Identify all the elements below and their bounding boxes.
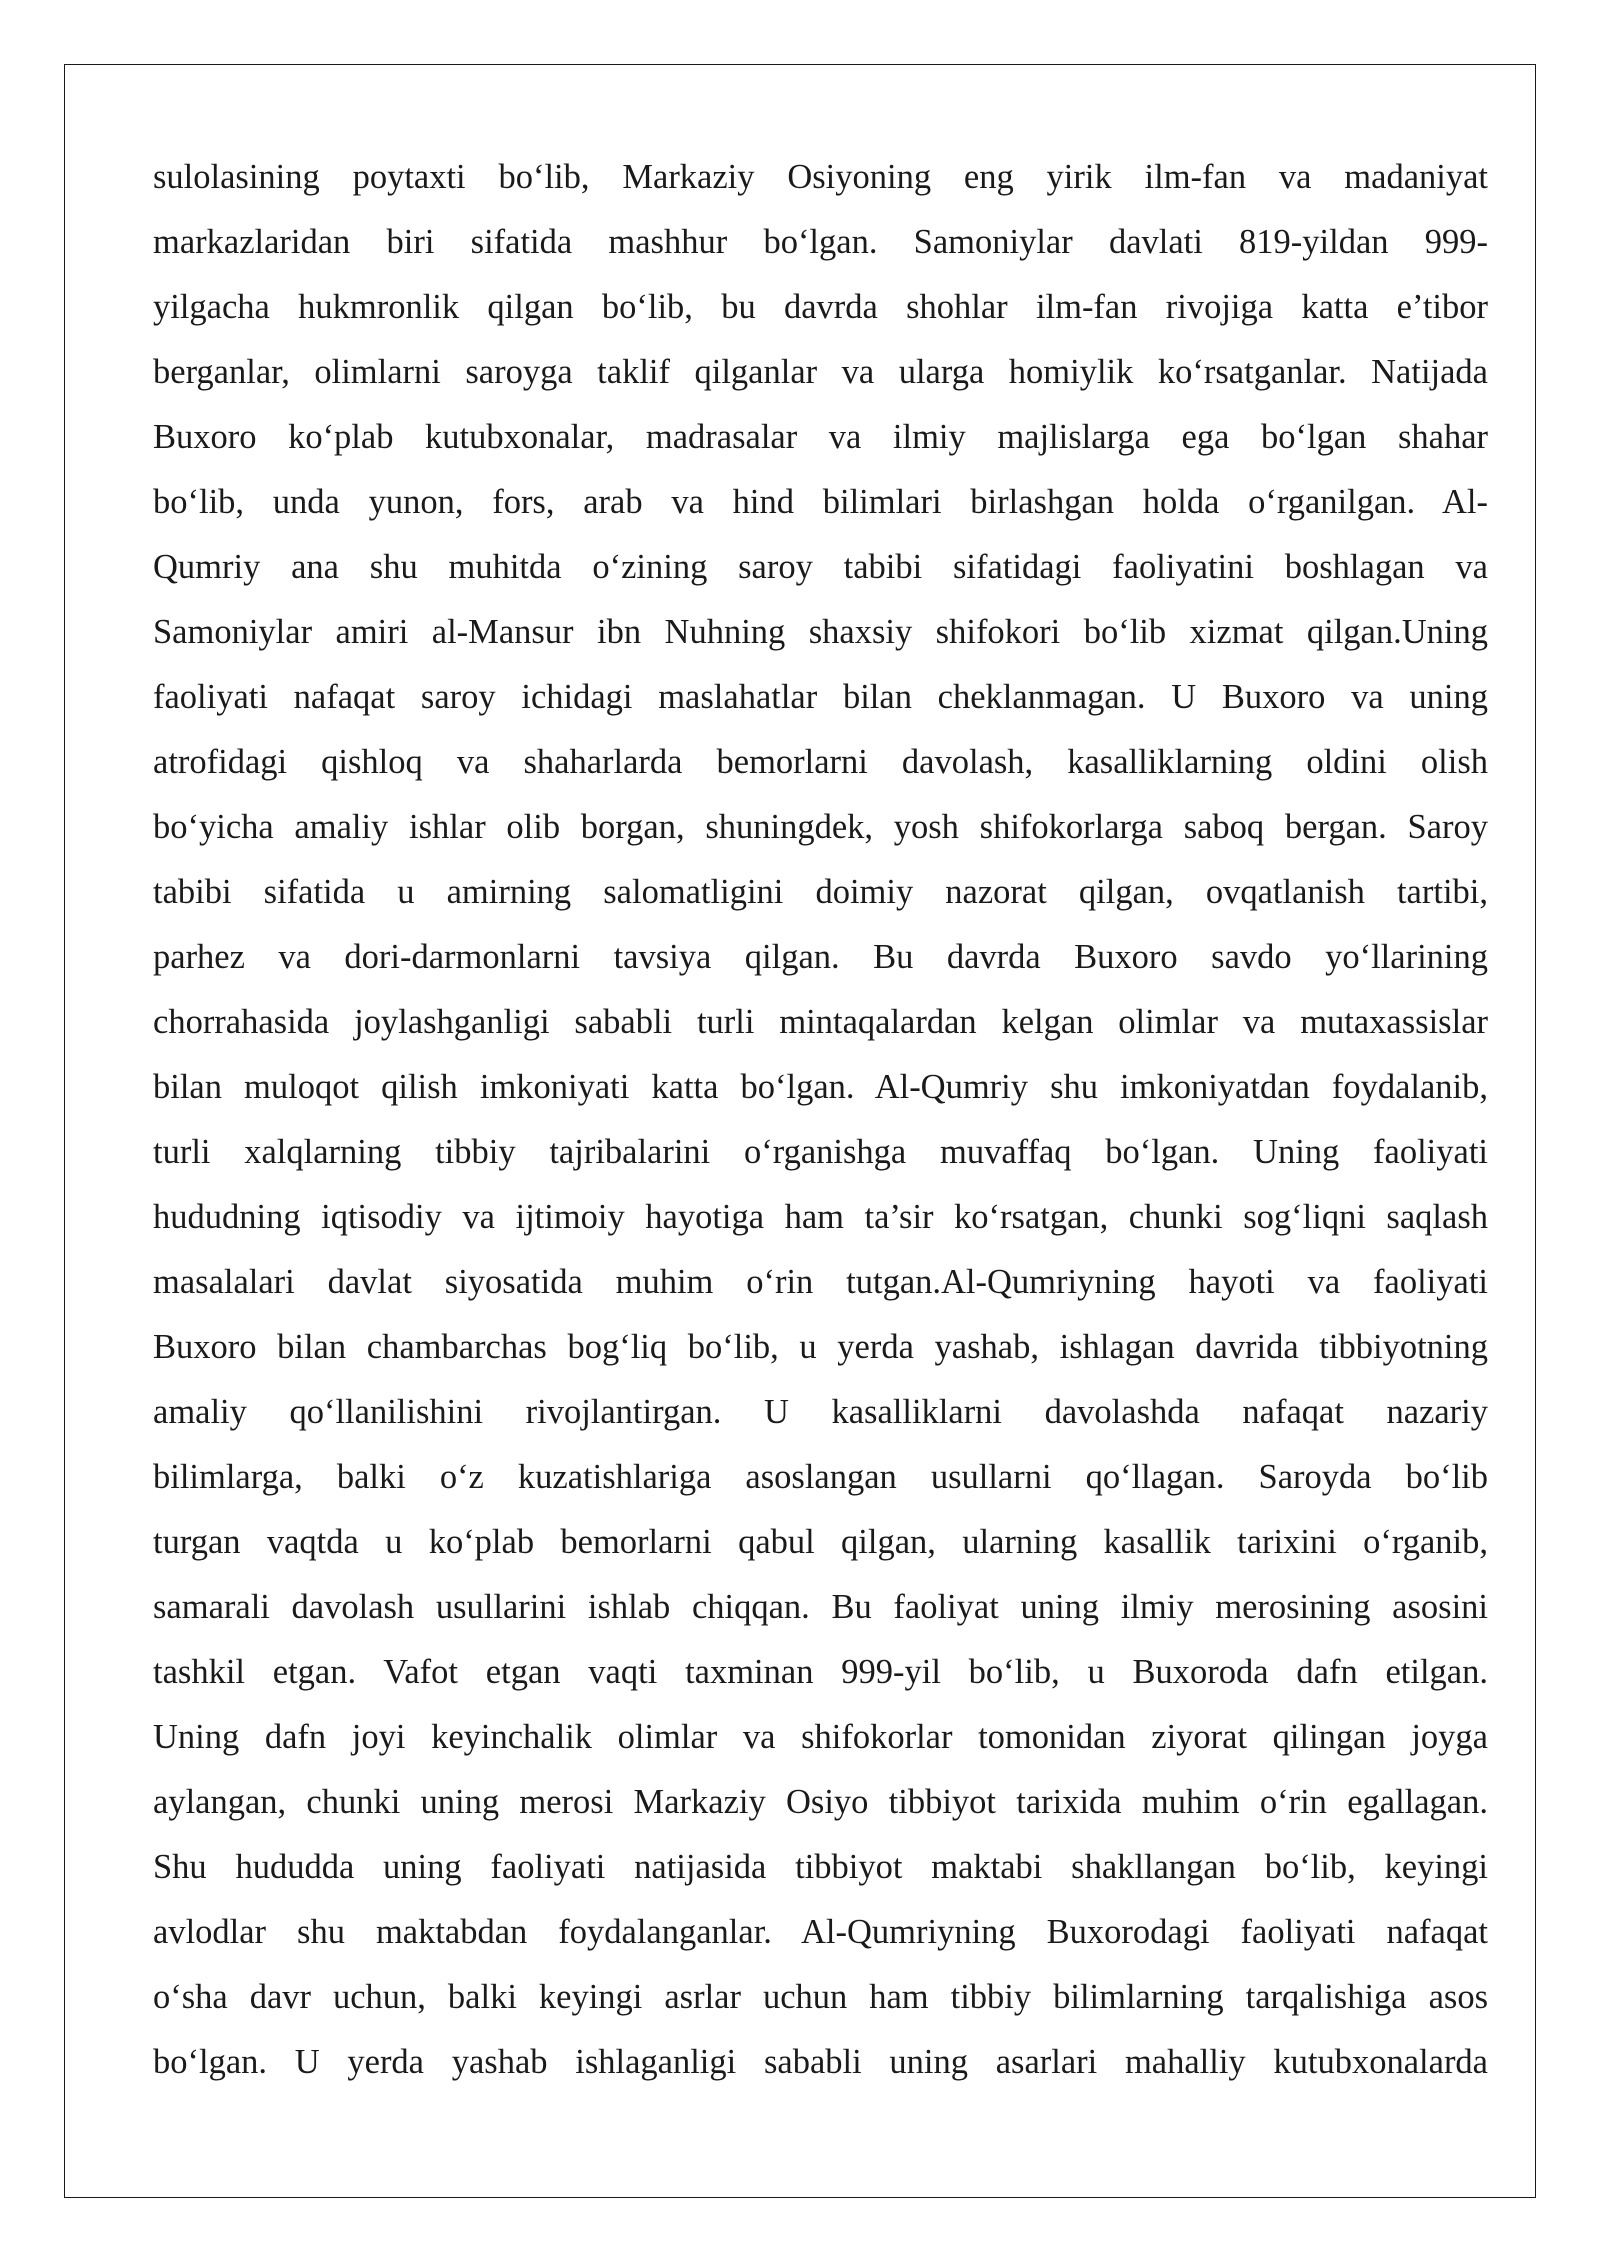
text-line: sulolasining poytaxti bo‘lib, Markaziy Osiyoning eng yirik ilm-fan va madaniyat <box>153 158 1488 196</box>
text-line: hududning iqtisodiy va ijtimoiy hayotiga ham ta’sir ko‘rsatgan, chunki sog‘liqni saqlash <box>153 1198 1488 1236</box>
text-line: avlodlar shu maktabdan foydalanganlar. Al-Qumriyning Buxorodagi faoliyati nafaqat <box>153 1913 1488 1951</box>
text-line: yilgacha hukmronlik qilgan bo‘lib, bu davrda shohlar ilm-fan rivojiga katta e’tibor <box>153 288 1488 326</box>
text-line: bo‘yicha amaliy ishlar olib borgan, shuningdek, yosh shifokorlarga saboq bergan. Saroy <box>153 808 1488 846</box>
text-line: Buxoro bilan chambarchas bog‘liq bo‘lib, u yerda yashab, ishlagan davrida tibbiyotning <box>153 1328 1488 1366</box>
text-line: Uning dafn joyi keyinchalik olimlar va shifokorlar tomonidan ziyorat qilingan joyga <box>153 1718 1488 1756</box>
text-line: masalalari davlat siyosatida muhim o‘rin tutgan.Al-Qumriyning hayoti va faoliyati <box>153 1263 1488 1301</box>
text-line: bo‘lib, unda yunon, fors, arab va hind bilimlari birlashgan holda o‘rganilgan. Al- <box>153 483 1488 521</box>
text-line: Shu hududda uning faoliyati natijasida tibbiyot maktabi shakllangan bo‘lib, keyingi <box>153 1848 1488 1886</box>
text-line: bilan muloqot qilish imkoniyati katta bo‘lgan. Al-Qumriy shu imkoniyatdan foydalanib, <box>153 1068 1488 1106</box>
text-line: atrofidagi qishloq va shaharlarda bemorlarni davolash, kasalliklarning oldini olish <box>153 743 1488 781</box>
text-line: Samoniylar amiri al-Mansur ibn Nuhning shaxsiy shifokori bo‘lib xizmat qilgan.Uning <box>153 613 1488 651</box>
text-line: Qumriy ana shu muhitda o‘zining saroy tabibi sifatidagi faoliyatini boshlagan va <box>153 548 1488 586</box>
text-line: berganlar, olimlarni saroyga taklif qilganlar va ularga homiylik ko‘rsatganlar. Natijada <box>153 353 1488 391</box>
text-line: samarali davolash usullarini ishlab chiqqan. Bu faoliyat uning ilmiy merosining asosini <box>153 1588 1488 1626</box>
text-line: Buxoro ko‘plab kutubxonalar, madrasalar va ilmiy majlislarga ega bo‘lgan shahar <box>153 418 1488 456</box>
text-line: faoliyati nafaqat saroy ichidagi maslahatlar bilan cheklanmagan. U Buxoro va uning <box>153 678 1488 716</box>
text-line: bo‘lgan. U yerda yashab ishlaganligi sababli uning asarlari mahalliy kutubxonalarda <box>153 2043 1488 2081</box>
text-line: tashkil etgan. Vafot etgan vaqti taxminan 999-yil bo‘lib, u Buxoroda dafn etilgan. <box>153 1653 1488 1691</box>
body-text <box>153 145 1488 2095</box>
text-line: turgan vaqtda u ko‘plab bemorlarni qabul qilgan, ularning kasallik tarixini o‘rganib, <box>153 1523 1488 1561</box>
text-line: bilimlarga, balki o‘z kuzatishlariga asoslangan usullarni qo‘llagan. Saroyda bo‘lib <box>153 1458 1488 1496</box>
text-line: o‘sha davr uchun, balki keyingi asrlar uchun ham tibbiy bilimlarning tarqalishiga asos <box>153 1978 1488 2016</box>
text-line: aylangan, chunki uning merosi Markaziy Osiyo tibbiyot tarixida muhim o‘rin egallagan. <box>153 1783 1488 1821</box>
text-line: markazlaridan biri sifatida mashhur bo‘lgan. Samoniylar davlati 819-yildan 999- <box>153 223 1488 261</box>
text-line: amaliy qo‘llanilishini rivojlantirgan. U kasalliklarni davolashda nafaqat nazariy <box>153 1393 1488 1431</box>
text-line: chorrahasida joylashganligi sababli turli mintaqalardan kelgan olimlar va mutaxassislar <box>153 1003 1488 1041</box>
text-line: turli xalqlarning tibbiy tajribalarini o‘rganishga muvaffaq bo‘lgan. Uning faoliyati <box>153 1133 1488 1171</box>
text-line: tabibi sifatida u amirning salomatligini doimiy nazorat qilgan, ovqatlanish tartibi, <box>153 873 1488 911</box>
text-line: parhez va dori-darmonlarni tavsiya qilgan. Bu davrda Buxoro savdo yo‘llarining <box>153 938 1488 976</box>
